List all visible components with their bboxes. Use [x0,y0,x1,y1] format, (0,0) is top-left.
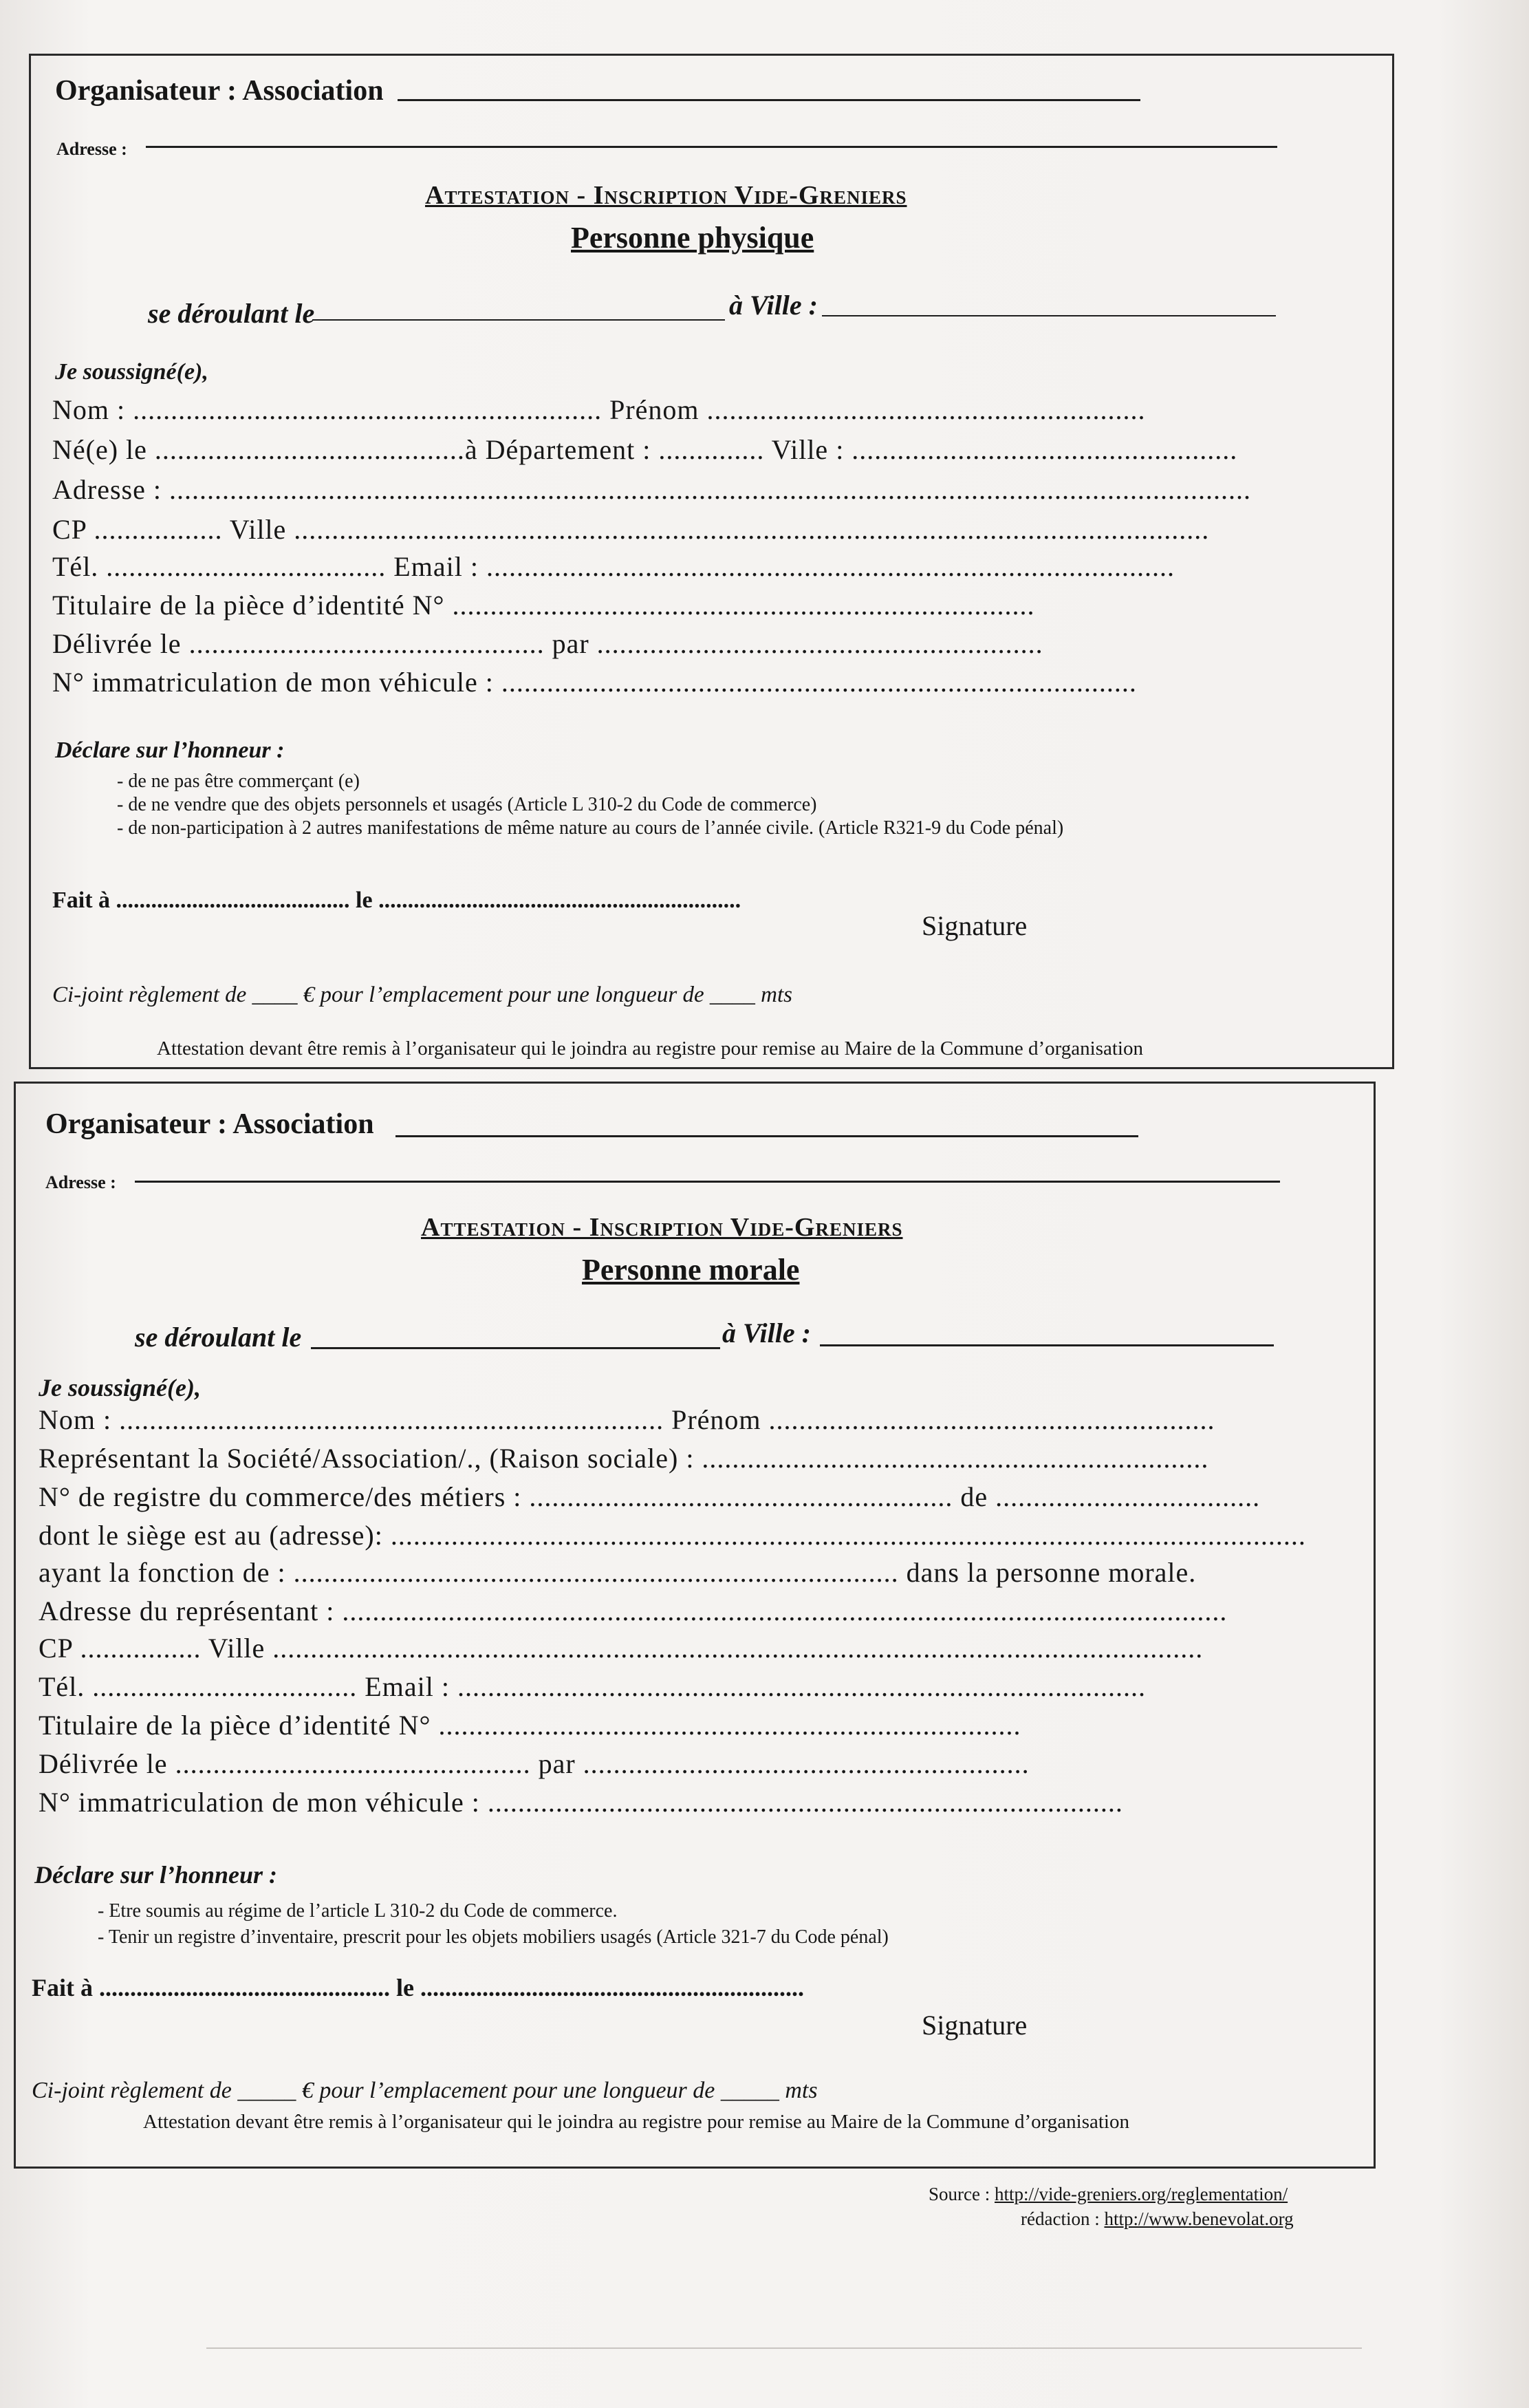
event-date-field[interactable] [312,319,725,321]
row-immatriculation[interactable]: N° immatriculation de mon véhicule : .................................................................................... [52,667,1137,698]
payment-line[interactable]: Ci-joint règlement de ____ € pour l’emplacement pour une longueur de ____ mts [52,982,792,1007]
declaration-item: - de ne pas être commerçant (e) [117,771,360,792]
event-city-field[interactable] [822,315,1276,316]
event-city-field[interactable] [820,1344,1274,1346]
row-representant[interactable]: Représentant la Société/Association/., (Raison sociale) : ................................................................... [39,1443,1209,1474]
form-subtitle: Personne morale [582,1253,800,1287]
fait-a-line[interactable]: Fait à ........................................ le .............................................................. [52,888,741,913]
organizer-label: Organisateur : Association [55,75,384,107]
row-siege[interactable]: dont le siège est au (adresse): ......................................................................................................................... [39,1520,1306,1551]
row-adresse-representant[interactable]: Adresse du représentant : ..................................................................................................................... [39,1595,1228,1626]
declaration-item: - Tenir un registre d’inventaire, prescrit pour les objets mobiliers usagés (Article 321-7 du Code pénal) [98,1926,889,1948]
row-nom-prenom[interactable]: Nom : ........................................................................ Prénom ........................................................... [39,1404,1215,1435]
undersigned-label: Je soussigné(e), [55,359,208,385]
fait-a-line[interactable]: Fait à ............................................... le .............................................................. [32,1974,804,2001]
redaction-line [1021,2208,1294,2230]
redaction-label: rédaction : [1021,2208,1100,2229]
form-subtitle: Personne physique [571,221,814,255]
source-line [929,2184,1288,2205]
organizer-address-field[interactable] [135,1181,1280,1183]
undersigned-label: Je soussigné(e), [39,1374,201,1401]
row-naissance[interactable]: Né(e) le .........................................à Département : .............. Ville : ................................................... [52,434,1238,465]
row-tel-email[interactable]: Tél. ................................... Email : ........................................................................................... [39,1671,1146,1702]
footer-note: Attestation devant être remis à l’organisateur qui le joindra au registre pour remise au Maire de la Commune d’organisation [157,1038,1143,1060]
organizer-address-field[interactable] [146,146,1277,148]
payment-line[interactable]: Ci-joint règlement de _____ € pour l’emplacement pour une longueur de _____ mts [32,2078,818,2103]
city-label: à Ville : [729,290,818,321]
signature-label: Signature [922,910,1028,941]
row-adresse[interactable]: Adresse : ............................................................................................................................................... [52,474,1251,505]
footer-note: Attestation devant être remis à l’organisateur qui le joindra au registre pour remise au Maire de la Commune d’organisation [143,2111,1129,2133]
row-piece-identite[interactable]: Titulaire de la pièce d’identité N° ............................................................................. [39,1710,1021,1741]
row-delivree[interactable]: Délivrée le ............................................... par ........................................................... [52,628,1043,659]
row-tel-email[interactable]: Tél. ..................................... Email : ........................................................................................... [52,551,1175,582]
form-title: Attestation - Inscription Vide-Greniers [425,181,907,210]
declare-title: Déclare sur l’honneur : [55,738,285,763]
signature-label: Signature [922,2010,1028,2041]
source-link[interactable]: http://vide-greniers.org/reglementation/ [994,2184,1288,2204]
declaration-item: - de non-participation à 2 autres manifestations de même nature au cours de l’année civile. (Article R321-9 du Code pénal) [117,817,1064,839]
organizer-label: Organisateur : Association [45,1108,374,1140]
organizer-name-field[interactable] [395,1135,1138,1137]
source-label: Source : [929,2184,990,2204]
organizer-name-field[interactable] [398,99,1140,101]
redaction-link[interactable]: http://www.benevolat.org [1104,2208,1294,2229]
address-label: Adresse : [56,139,127,159]
address-label: Adresse : [45,1172,116,1192]
row-registre[interactable]: N° de registre du commerce/des métiers : ........................................................ de ................................... [39,1481,1261,1512]
declare-title: Déclare sur l’honneur : [34,1861,278,1889]
date-label: se déroulant le [135,1322,302,1353]
row-immatriculation[interactable]: N° immatriculation de mon véhicule : .................................................................................... [39,1787,1123,1818]
row-cp-ville[interactable]: CP ................ Ville ........................................................................................................................... [39,1633,1204,1664]
row-cp-ville[interactable]: CP ................. Ville ......................................................................................................................... [52,514,1210,545]
declaration-item: - de ne vendre que des objets personnels et usagés (Article L 310-2 du Code de commerce) [117,794,817,815]
page-fold-line [206,2347,1362,2349]
date-label: se déroulant le [148,298,315,329]
row-nom-prenom[interactable]: Nom : .............................................................. Prénom .......................................................... [52,394,1146,425]
row-delivree[interactable]: Délivrée le ............................................... par ........................................................... [39,1748,1030,1779]
event-date-field[interactable] [311,1347,720,1349]
declaration-item: - Etre soumis au régime de l’article L 310-2 du Code de commerce. [98,1900,618,1922]
row-fonction[interactable]: ayant la fonction de : ................................................................................ dans la personne morale. [39,1557,1197,1588]
form-title: Attestation - Inscription Vide-Greniers [421,1213,903,1242]
city-label: à Ville : [722,1318,811,1348]
row-piece-identite[interactable]: Titulaire de la pièce d’identité N° ............................................................................. [52,590,1035,621]
